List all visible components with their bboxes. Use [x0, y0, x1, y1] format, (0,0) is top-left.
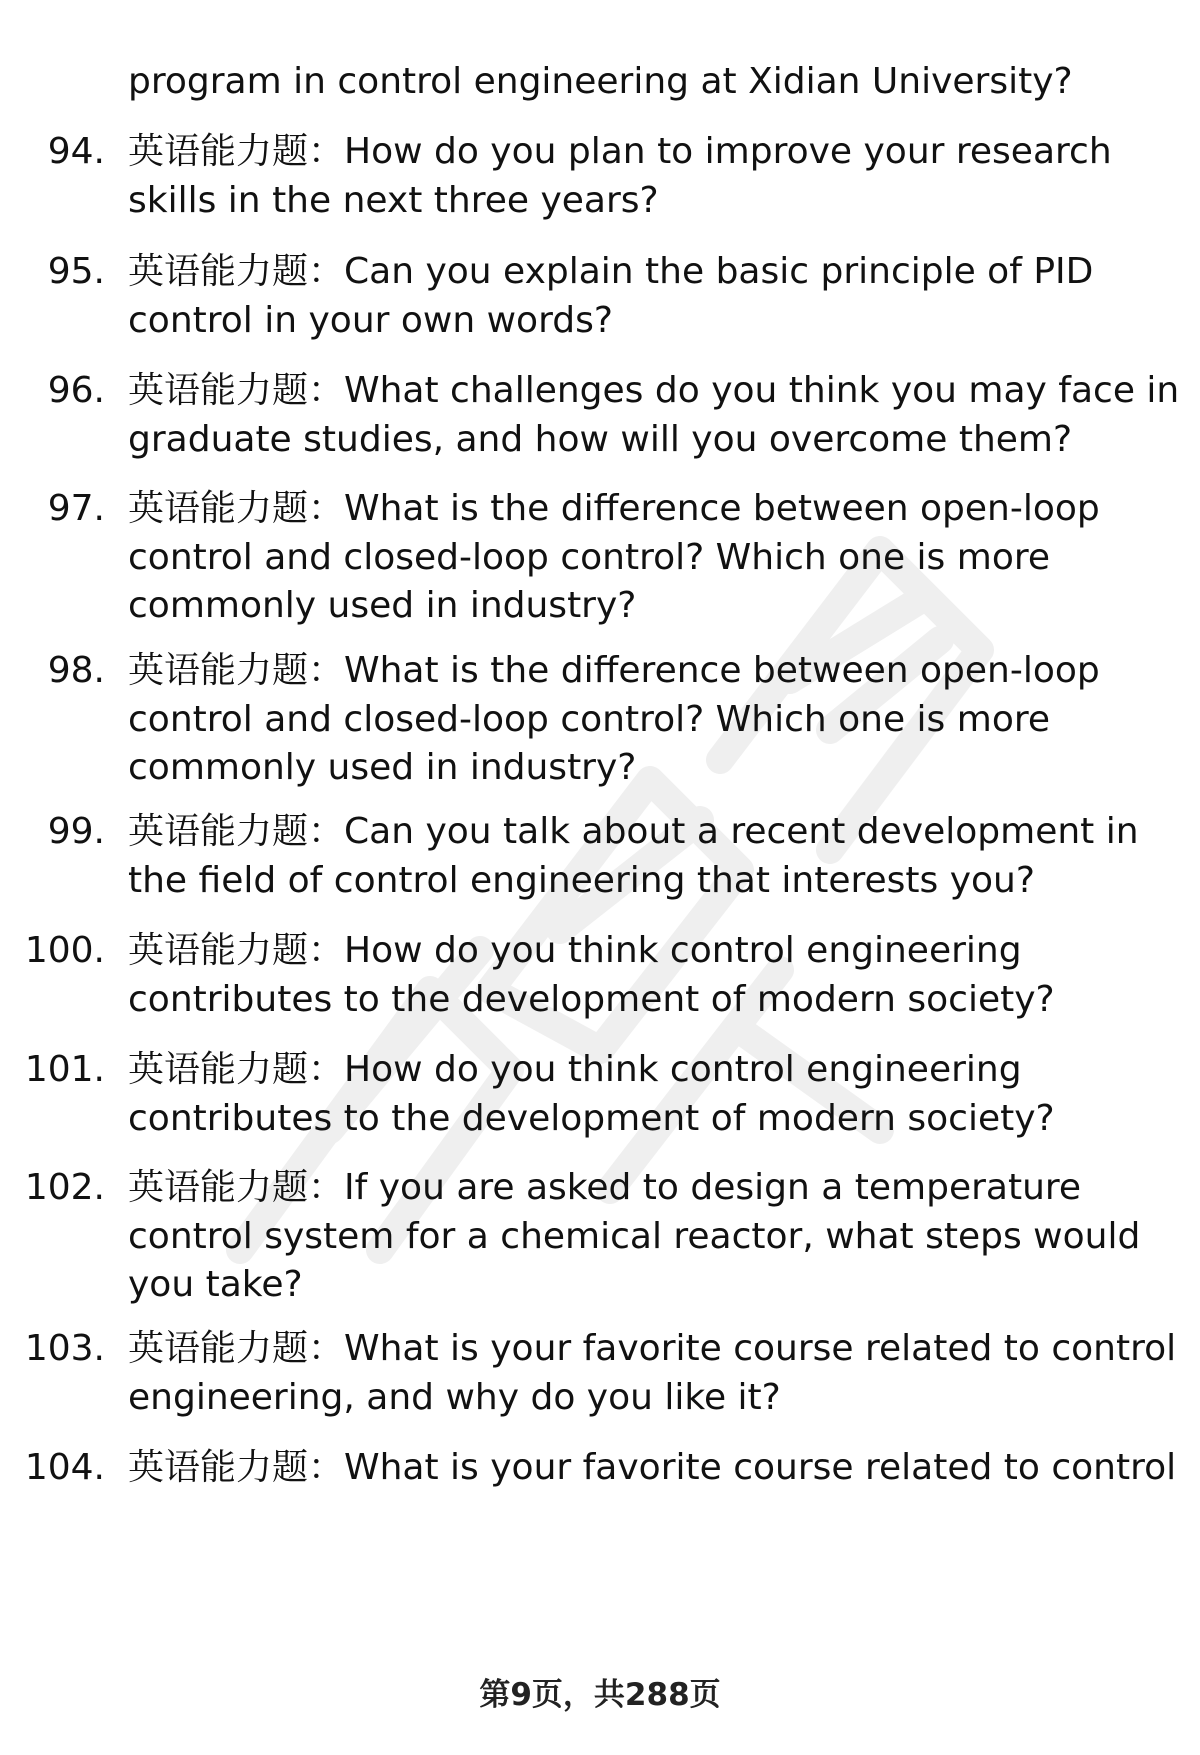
question-text	[128, 1444, 1177, 1493]
question-number: 104.	[24, 1447, 105, 1488]
question-line: 英语能力题：What is your favorite course related to control	[128, 1447, 1177, 1488]
question-line: 英语能力题：How do you plan to improve your research	[128, 131, 1112, 172]
question-text	[128, 248, 1143, 345]
question-text	[128, 485, 1143, 631]
question-line: 英语能力题：Can you talk about a recent development in	[128, 811, 1139, 852]
question-line: 英语能力题：What is the difference between open-loop	[128, 488, 1100, 529]
question-line: control in your own words?	[128, 299, 613, 341]
continuation-text: program in control engineering at Xidian University?	[128, 61, 1073, 102]
question-line: commonly used in industry?	[128, 747, 637, 788]
question-text	[128, 1164, 1143, 1310]
question-number: 95.	[47, 251, 105, 292]
question-line: 英语能力题：What is the difference between open-loop	[128, 650, 1100, 691]
question-number: 99.	[47, 811, 105, 852]
question-line: 英语能力题：What is your favorite course related to control	[128, 1328, 1177, 1369]
question-text	[128, 647, 1143, 793]
question-line: you take?	[128, 1264, 303, 1305]
question-line: 英语能力题：Can you explain the basic principle of PID	[128, 251, 1094, 292]
question-number: 102.	[24, 1167, 105, 1208]
question-number: 97.	[47, 488, 105, 529]
question-text	[128, 1325, 1177, 1422]
question-line: engineering, and why do you like it?	[128, 1376, 781, 1418]
question-line: 英语能力题：How do you think control engineering	[128, 1049, 1022, 1090]
question-text	[128, 808, 1143, 905]
question-number: 103.	[24, 1328, 105, 1369]
question-line: the field of control engineering that interests you?	[128, 859, 1035, 901]
page-footer: 第9页，共288页	[479, 1677, 721, 1713]
question-line: 英语能力题：How do you think control engineering	[128, 930, 1022, 971]
question-number: 100.	[24, 930, 105, 971]
question-number: 96.	[47, 370, 105, 411]
question-number: 101.	[24, 1049, 105, 1090]
question-line: control and closed-loop control? Which one is more	[128, 536, 1051, 578]
question-line: control system for a chemical reactor, what steps would	[128, 1215, 1141, 1257]
question-line: 英语能力题：If you are asked to design a temperature	[128, 1167, 1082, 1208]
question-text	[128, 367, 1180, 464]
question-line: graduate studies, and how will you overcome them?	[128, 418, 1073, 460]
question-line: control and closed-loop control? Which one is more	[128, 698, 1051, 740]
question-line: 英语能力题：What challenges do you think you may face in	[128, 370, 1180, 411]
question-text	[128, 927, 1143, 1024]
question-number: 98.	[47, 650, 105, 691]
question-number: 94.	[47, 131, 105, 172]
question-text	[128, 128, 1143, 225]
question-line: contributes to the development of modern society?	[128, 1097, 1055, 1139]
question-text	[128, 1046, 1143, 1143]
question-line: commonly used in industry?	[128, 585, 637, 626]
question-line: skills in the next three years?	[128, 179, 659, 221]
question-line: contributes to the development of modern society?	[128, 978, 1055, 1020]
